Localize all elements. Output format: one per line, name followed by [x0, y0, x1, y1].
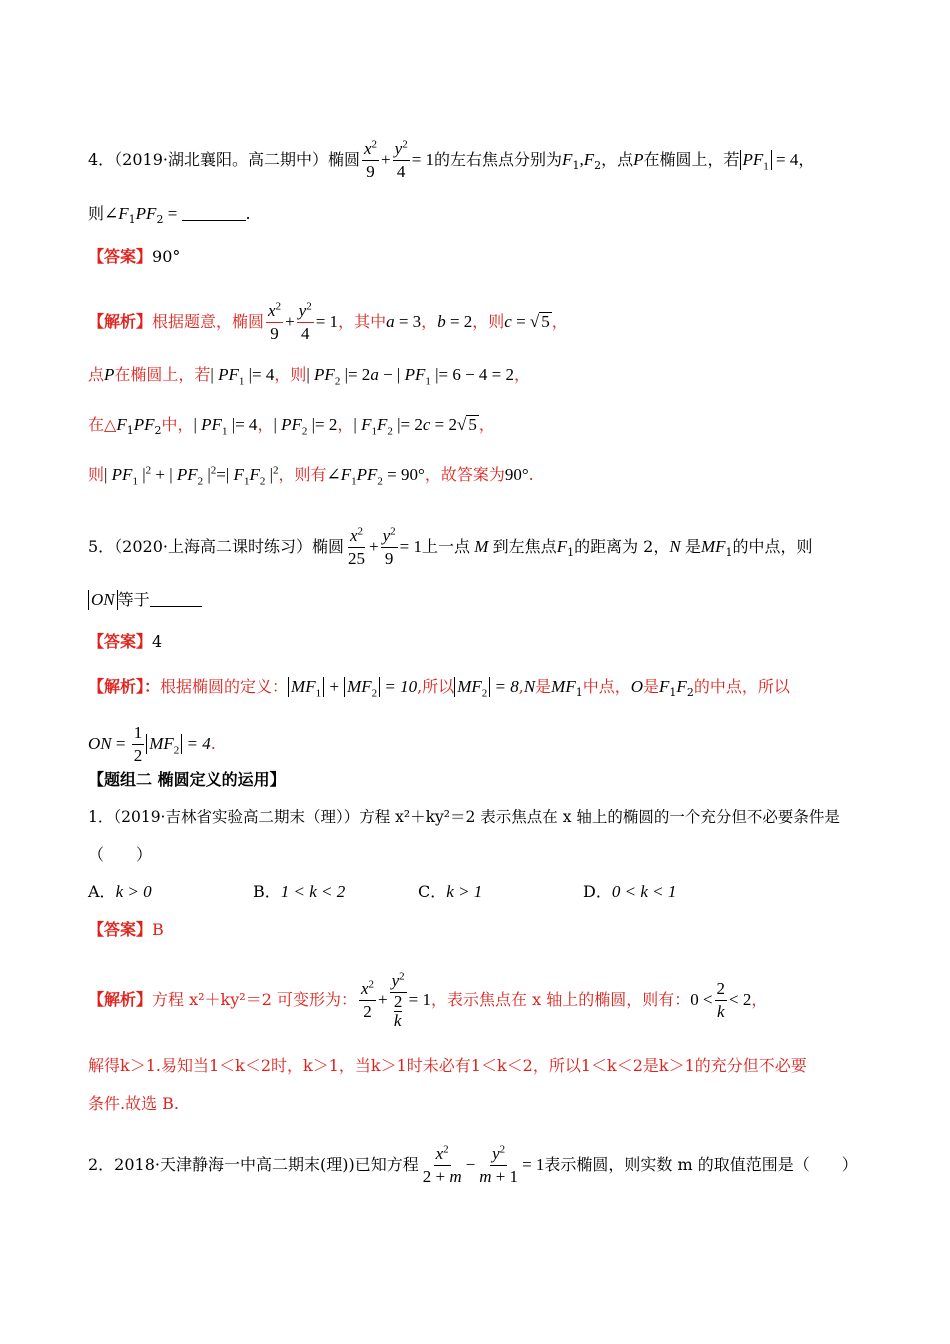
- option-d: [583, 880, 676, 904]
- q4-an-l3a: 在△: [88, 415, 117, 434]
- q5-text-d: 是: [684, 537, 701, 556]
- q4-frac-x: $\frac{x^2}{9}$: [364, 138, 378, 181]
- g2q1-options: [88, 880, 870, 904]
- q5-text-e: 的中点，则: [732, 537, 813, 556]
- g2q1-paren: （ ）: [88, 845, 153, 864]
- option-a: [88, 880, 152, 904]
- g2q2-text-b: 表示椭圆，则实数 m 的取值范围是（ ）: [544, 1155, 858, 1174]
- g2q1-an-l1b: ，表示焦点在 x 轴上的椭圆，则有：: [431, 990, 691, 1009]
- g2q1-answer-label: 【答案】: [88, 920, 153, 939]
- q4-an-frac-x: $\frac{x^2}{9}$: [268, 300, 282, 343]
- q4-an-l4a: 则: [88, 465, 105, 484]
- q4-text-c: 在椭圆上，若: [643, 150, 740, 169]
- option-c-expr: k > 1: [446, 882, 483, 901]
- g2q1-text: 1．（2019·吉林省实验高二期末（理））方程 x²＋ky²＝2 表示焦点在 x 轴上的椭圆的一个充分但不必要条件是: [88, 808, 840, 826]
- g2q1-answer-value: B: [152, 920, 164, 939]
- q4-analysis-line-1: 【解析】根据题意，椭圆 $\frac{x^2}{9}$ + $\frac{y^2}{4}$ = 1，其中a = 3，b = 2，则c = √ 5 ，: [88, 300, 568, 343]
- option-a-expr: k > 0: [115, 882, 152, 901]
- q4-an-l4d: .: [528, 465, 534, 484]
- q4-an-l1a: 根据题意，椭圆: [152, 312, 265, 331]
- q5-answer-value: 4: [152, 632, 163, 651]
- q5-line-1: 5．（2020·上海高二课时练习）椭圆 $\frac{x^2}{25}$ + $\frac{y^2}{9}$ = 1上一点 M 到左焦点$F_1$的距离为 2，N 是$MF_1$的中点，则: [88, 525, 813, 568]
- g2q1-an-l1a: 方程 x²＋ky²＝2 可变形为：: [152, 990, 357, 1009]
- q5-analysis-line-1: 【解析】：根据椭圆的定义： $MF_1 + MF_2 = 10$,所以 $MF_2 = 8,N$是$MF_1$中点，O是$F_1F_2$的中点，所以: [88, 677, 790, 700]
- q4-answer-value: 90°: [152, 247, 181, 266]
- q5-an-l1a: 根据椭圆的定义：: [160, 677, 289, 696]
- q4-text-d: ，: [798, 150, 815, 169]
- q4-line2-post: .: [245, 204, 251, 223]
- q4-analysis-line-3: 在$\triangle F_1PF_2$中，| $PF_1$ |= 4，| $PF_2$ |= 2，| $F_1F_2$ |= 2c = 2√ 5 ，: [88, 415, 495, 438]
- q4-text-a: 的左右焦点分别为: [434, 150, 563, 169]
- q4-analysis-line-2: 点P在椭圆上，若| $PF_1$ |= 4，则| $PF_2$ |= 2a − | $PF_1$ |= 6 − 4 = 2，: [88, 365, 531, 388]
- q5-an-l1c: ,: [518, 677, 524, 696]
- option-a-label: A．: [88, 882, 116, 901]
- g2q1-frac-2k: $\frac{2}{k}$: [716, 978, 726, 1021]
- q4-line2-pre: 则: [88, 204, 105, 223]
- option-d-label: D．: [583, 882, 612, 901]
- g2q1-frac-x: $\frac{x^2}{2}$: [360, 977, 375, 1021]
- g2q2-frac-y: $\frac{y^2}{m + 1}$: [479, 1143, 519, 1186]
- q4-text-b: ，点: [601, 150, 634, 169]
- q4-an-l2c: ，则: [274, 365, 307, 384]
- q5-analysis-label: 【解析】：: [88, 677, 161, 696]
- q4-an-l1b: ，其中: [338, 312, 387, 331]
- q5-an-l1e: 中点，: [582, 677, 631, 696]
- q4-an-l1d: ，则: [472, 312, 505, 331]
- g2q2-frac-x: $\frac{x^2}{2 + m}$: [422, 1143, 462, 1186]
- q4-an-l1c: ，: [421, 312, 438, 331]
- q4-an-l1e: ，: [551, 312, 568, 331]
- g2q1-frac-y: $y^2$ 2 k: [391, 970, 405, 1030]
- q4-an-l2d: ，: [514, 365, 531, 384]
- q5-analysis-line-2: ON = $\frac{1}{2}$ $MF_2 = 4$.: [88, 723, 216, 765]
- option-b-expr: 1 < k < 2: [280, 882, 346, 901]
- option-d-expr: 0 < k < 1: [611, 882, 677, 901]
- q5-frac-y: $\frac{y^2}{9}$: [382, 525, 396, 568]
- q4-line-1: 4．（2019·湖北襄阳。高二期中）椭圆 $\frac{x^2}{9}$ + $\frac{y^2}{4}$ = 1的左右焦点分别为$F_1,F_2$，点P在椭圆上，若 $PF_1 = 4$，: [88, 138, 815, 181]
- q4-an-l2a: 点: [88, 365, 105, 384]
- q5-line2-post: 等于: [117, 590, 150, 609]
- q5-text-a: 上一点: [421, 537, 470, 556]
- g2q1-analysis-line-1: 【解析】 方程 x²＋ky²＝2 可变形为： $\frac{x^2}{2}$ + $y^2$ 2 k = 1 ，表示焦点在 x 轴上的椭圆，则有： 0 < $\frac{2}{k}$ < 2 ，: [88, 970, 768, 1030]
- option-c: [418, 880, 482, 904]
- g2q1-analysis-label: 【解析】: [88, 990, 153, 1009]
- q5-source: 5．（2020·上海高二课时练习）椭圆: [88, 537, 344, 556]
- q4-an-l4c: ，故答案为: [424, 465, 505, 484]
- q5-answer-label: 【答案】: [88, 632, 153, 651]
- g2q1-analysis-line-2: 解得k＞1.易知当1＜k＜2时，k＞1，当k＞1时未必有1＜k＜2，所以1＜k＜2是k＞1的充分但不必要: [88, 1056, 807, 1075]
- q5-line-2: ON 等于: [88, 588, 870, 612]
- g2q2-line: 2．2018·天津静海一中高二期末(理))已知方程 $\frac{x^2}{2 + m}$ − $\frac{y^2}{m + 1}$ = 1表示椭圆，则实数 m 的取值范围是（ ）: [88, 1143, 858, 1186]
- q4-an-frac-y: $\frac{y^2}{4}$: [298, 300, 312, 343]
- q4-source: 4．（2019·湖北襄阳。高二期中）椭圆: [88, 150, 360, 169]
- g2q1-answer: [88, 918, 870, 942]
- q4-frac-y: $\frac{y^2}{4}$: [394, 138, 408, 181]
- g2q2-text-a: 2．2018·天津静海一中高二期末(理))已知方程: [88, 1155, 419, 1174]
- q4-an-l3d: ，: [337, 415, 354, 434]
- q5-answer: [88, 630, 870, 654]
- q5-an-frac-half: $\frac{1}{2}$: [133, 723, 143, 765]
- g2q1-an-l1c: ，: [751, 990, 768, 1009]
- q4-answer: [88, 245, 870, 269]
- q4-line-2: 则$\angle F_1PF_2$ = .: [88, 204, 251, 227]
- q4-analysis-line-4: 则| $PF_1$ $|^2$ + | $PF_2$ $|^2=|$ $F_1F_2$ $|^2$，则有$\angle F_1PF_2 = 90^\circ$，故答案为90°.: [88, 464, 534, 488]
- g2q1-analysis-line-3: 条件.故选 B.: [88, 1094, 180, 1113]
- option-b-label: B．: [253, 882, 281, 901]
- option-b: [253, 880, 345, 904]
- q4-blank: [182, 204, 246, 221]
- q5-an-l1b: ,所以: [417, 677, 455, 696]
- q4-an-l3c: ，: [257, 415, 274, 434]
- q4-an-l3b: 中，: [161, 415, 194, 434]
- q4-an-l2b: 在椭圆上，若: [114, 365, 211, 384]
- q5-blank: [150, 590, 202, 607]
- q4-an-l3e: ，: [478, 415, 495, 434]
- q5-an-l2-end: .: [210, 734, 216, 753]
- q4-answer-label: 【答案】: [88, 247, 153, 266]
- q5-text-c: 的距离为 2，: [574, 537, 670, 556]
- q5-an-l1f: 是: [643, 677, 660, 696]
- group2-title: 【题组二 椭圆定义的运用】: [88, 770, 286, 789]
- q5-an-l1g: 的中点，所以: [693, 677, 790, 696]
- q5-frac-x: $\frac{x^2}{25}$: [348, 525, 365, 568]
- option-c-label: C．: [418, 882, 447, 901]
- q5-an-l1d: 是: [535, 677, 552, 696]
- q4-analysis-label: 【解析】: [88, 312, 153, 331]
- q5-text-b: 到左焦点: [492, 537, 557, 556]
- q4-an-l4b: ，则有: [278, 465, 327, 484]
